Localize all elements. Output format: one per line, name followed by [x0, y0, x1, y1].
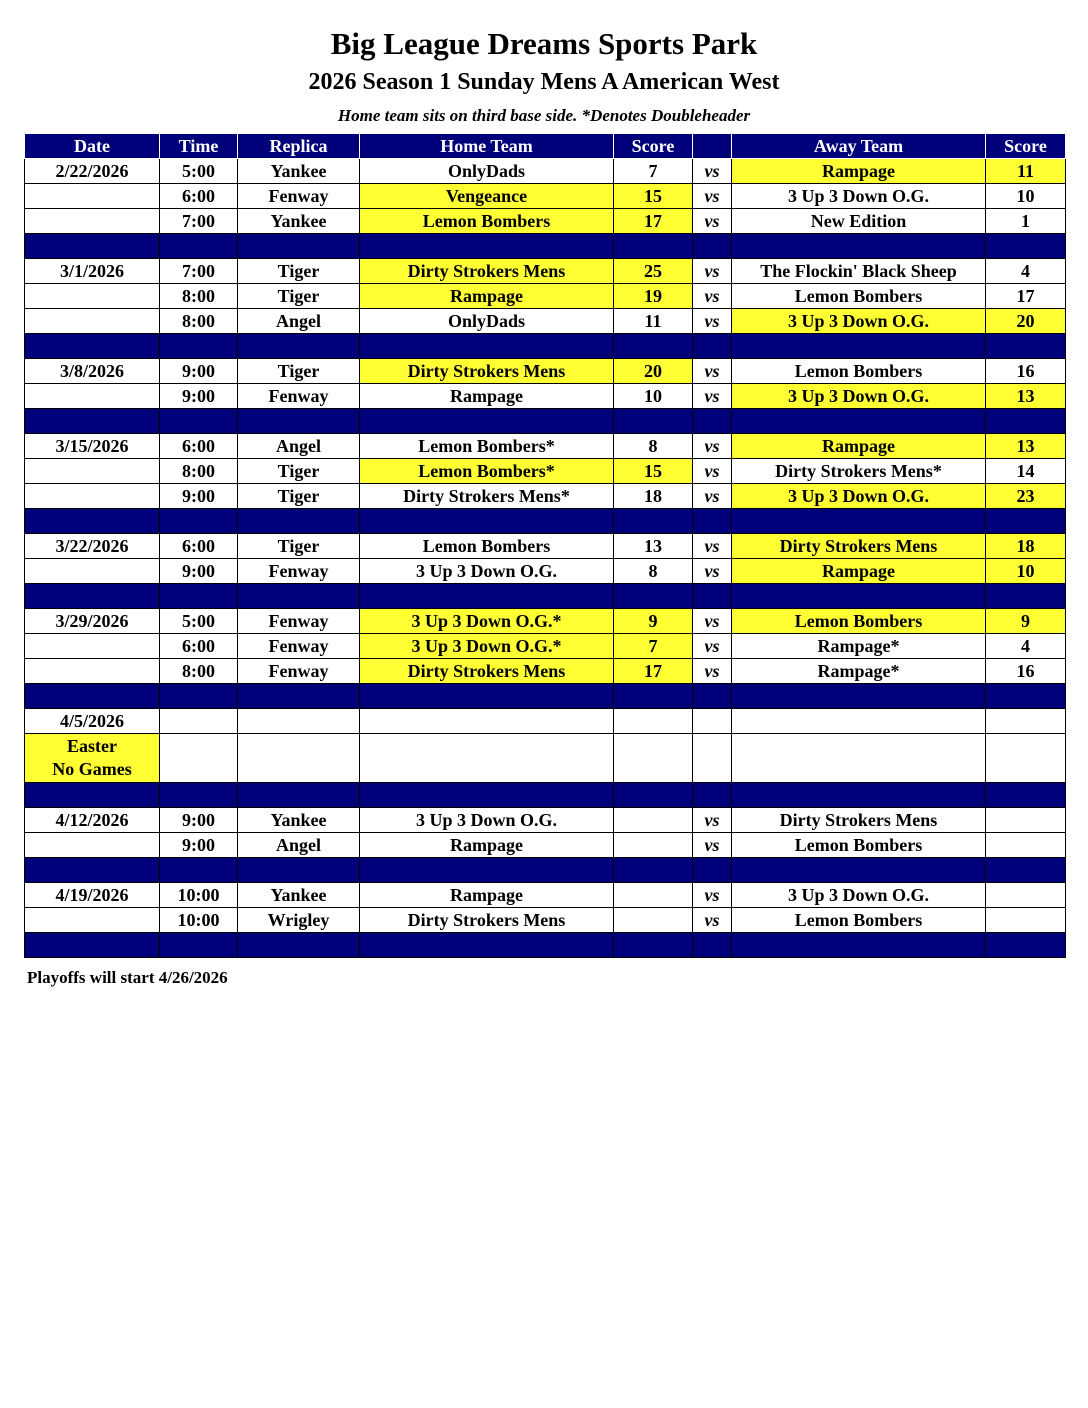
cell-date: 2/22/2026 — [25, 159, 160, 184]
cell-away-team: 3 Up 3 Down O.G. — [732, 484, 986, 509]
separator-cell — [986, 234, 1066, 259]
cell-time: 7:00 — [160, 209, 238, 234]
cell-vs: vs — [693, 209, 732, 234]
cell-home-score: 7 — [614, 159, 693, 184]
cell-vs: vs — [693, 259, 732, 284]
cell-date — [25, 184, 160, 209]
separator-cell — [360, 783, 614, 808]
easter-no-games-cell — [25, 734, 160, 783]
cell-away-team — [732, 709, 986, 734]
cell-home-score: 15 — [614, 184, 693, 209]
game-row — [25, 459, 1066, 484]
cell-time: 9:00 — [160, 833, 238, 858]
separator-cell — [693, 933, 732, 958]
week-separator-row — [25, 509, 1066, 534]
col-header-away-score: Score — [986, 134, 1066, 159]
cell-date — [25, 284, 160, 309]
cell-away-score: 10 — [986, 184, 1066, 209]
cell-date — [25, 659, 160, 684]
cell-away-score: 16 — [986, 659, 1066, 684]
separator-cell — [732, 783, 986, 808]
cell-home-score: 25 — [614, 259, 693, 284]
cell-home-team: Dirty Strokers Mens* — [360, 484, 614, 509]
separator-cell — [986, 684, 1066, 709]
game-row — [25, 159, 1066, 184]
separator-cell — [732, 409, 986, 434]
cell-away-team: The Flockin' Black Sheep — [732, 259, 986, 284]
cell-away-team: Lemon Bombers — [732, 284, 986, 309]
game-row — [25, 659, 1066, 684]
cell-vs: vs — [693, 184, 732, 209]
week-separator-row — [25, 234, 1066, 259]
separator-cell — [614, 234, 693, 259]
cell-home-team: Rampage — [360, 883, 614, 908]
cell-replica: Tiger — [238, 359, 360, 384]
separator-cell — [160, 684, 238, 709]
cell-home-score: 11 — [614, 309, 693, 334]
cell-time: 5:00 — [160, 159, 238, 184]
cell-away-score: 17 — [986, 284, 1066, 309]
cell-vs: vs — [693, 833, 732, 858]
game-row — [25, 634, 1066, 659]
cell-away-team: New Edition — [732, 209, 986, 234]
cell-away-score — [986, 833, 1066, 858]
cell-date — [25, 384, 160, 409]
cell-replica: Yankee — [238, 209, 360, 234]
cell-home-score: 9 — [614, 609, 693, 634]
cell-replica: Yankee — [238, 159, 360, 184]
no-games-label: No Games — [52, 759, 132, 779]
game-row — [25, 184, 1066, 209]
separator-cell — [238, 334, 360, 359]
separator-cell — [25, 783, 160, 808]
cell-replica: Yankee — [238, 808, 360, 833]
cell-time: 9:00 — [160, 384, 238, 409]
cell-home-score: 15 — [614, 459, 693, 484]
cell-home-score — [614, 808, 693, 833]
cell-home-team: Dirty Strokers Mens — [360, 359, 614, 384]
game-row — [25, 883, 1066, 908]
cell-replica: Fenway — [238, 609, 360, 634]
separator-cell — [693, 584, 732, 609]
cell-home-team: Dirty Strokers Mens — [360, 659, 614, 684]
col-header-replica: Replica — [238, 134, 360, 159]
cell-replica: Fenway — [238, 384, 360, 409]
cell-date — [25, 634, 160, 659]
cell-away-team: 3 Up 3 Down O.G. — [732, 883, 986, 908]
cell-time: 9:00 — [160, 559, 238, 584]
cell-away-score: 18 — [986, 534, 1066, 559]
cell-home-score: 19 — [614, 284, 693, 309]
separator-cell — [732, 684, 986, 709]
cell-replica: Fenway — [238, 659, 360, 684]
cell-home-score: 8 — [614, 559, 693, 584]
cell-home-team: Dirty Strokers Mens — [360, 259, 614, 284]
cell-home-score: 7 — [614, 634, 693, 659]
cell-away-team: Rampage — [732, 159, 986, 184]
cell-vs: vs — [693, 659, 732, 684]
cell-away-team: 3 Up 3 Down O.G. — [732, 184, 986, 209]
cell-date — [25, 484, 160, 509]
cell-home-team: Vengeance — [360, 184, 614, 209]
empty-cell — [986, 734, 1066, 783]
empty-cell — [693, 734, 732, 783]
cell-time: 6:00 — [160, 184, 238, 209]
cell-vs: vs — [693, 159, 732, 184]
cell-home-score: 20 — [614, 359, 693, 384]
cell-away-score: 23 — [986, 484, 1066, 509]
week-separator-row — [25, 933, 1066, 958]
cell-home-team: 3 Up 3 Down O.G. — [360, 559, 614, 584]
separator-cell — [614, 933, 693, 958]
separator-cell — [986, 584, 1066, 609]
separator-cell — [693, 334, 732, 359]
game-row — [25, 434, 1066, 459]
cell-vs: vs — [693, 634, 732, 659]
cell-away-score — [986, 709, 1066, 734]
cell-home-team: Rampage — [360, 384, 614, 409]
separator-cell — [160, 783, 238, 808]
cell-vs: vs — [693, 484, 732, 509]
cell-home-score — [614, 908, 693, 933]
cell-date: 3/1/2026 — [25, 259, 160, 284]
cell-home-team: Lemon Bombers — [360, 534, 614, 559]
cell-replica: Wrigley — [238, 908, 360, 933]
cell-home-team: Dirty Strokers Mens — [360, 908, 614, 933]
cell-replica: Tiger — [238, 534, 360, 559]
cell-home-score: 13 — [614, 534, 693, 559]
separator-cell — [160, 334, 238, 359]
schedule-table — [24, 133, 1066, 958]
separator-cell — [614, 684, 693, 709]
cell-away-team: Lemon Bombers — [732, 833, 986, 858]
cell-home-score — [614, 883, 693, 908]
cell-vs: vs — [693, 384, 732, 409]
cell-home-score: 17 — [614, 209, 693, 234]
cell-date — [25, 459, 160, 484]
cell-away-score: 16 — [986, 359, 1066, 384]
cell-date: 3/22/2026 — [25, 534, 160, 559]
separator-cell — [732, 858, 986, 883]
separator-cell — [732, 584, 986, 609]
separator-cell — [25, 584, 160, 609]
separator-cell — [238, 684, 360, 709]
week-separator-row — [25, 334, 1066, 359]
cell-away-team: Lemon Bombers — [732, 359, 986, 384]
game-row — [25, 908, 1066, 933]
separator-cell — [160, 933, 238, 958]
cell-away-team: Rampage — [732, 559, 986, 584]
col-header-away-team: Away Team — [732, 134, 986, 159]
separator-cell — [160, 584, 238, 609]
cell-replica — [238, 709, 360, 734]
cell-time: 9:00 — [160, 484, 238, 509]
separator-cell — [614, 509, 693, 534]
separator-cell — [238, 409, 360, 434]
cell-away-score — [986, 883, 1066, 908]
cell-away-team: Rampage* — [732, 634, 986, 659]
cell-vs: vs — [693, 559, 732, 584]
cell-home-team: Lemon Bombers* — [360, 434, 614, 459]
game-row — [25, 209, 1066, 234]
separator-cell — [693, 858, 732, 883]
cell-replica: Tiger — [238, 459, 360, 484]
cell-away-score — [986, 908, 1066, 933]
cell-home-team: OnlyDads — [360, 159, 614, 184]
separator-cell — [238, 933, 360, 958]
cell-time: 6:00 — [160, 634, 238, 659]
separator-cell — [360, 234, 614, 259]
empty-cell — [360, 734, 614, 783]
separator-cell — [360, 409, 614, 434]
cell-away-score: 9 — [986, 609, 1066, 634]
cell-away-team: Dirty Strokers Mens* — [732, 459, 986, 484]
cell-away-team: Lemon Bombers — [732, 908, 986, 933]
cell-time — [160, 709, 238, 734]
cell-vs: vs — [693, 883, 732, 908]
cell-home-score: 8 — [614, 434, 693, 459]
cell-home-team: OnlyDads — [360, 309, 614, 334]
cell-replica: Tiger — [238, 484, 360, 509]
cell-time: 5:00 — [160, 609, 238, 634]
cell-vs: vs — [693, 534, 732, 559]
separator-cell — [160, 234, 238, 259]
cell-away-score: 20 — [986, 309, 1066, 334]
cell-vs: vs — [693, 309, 732, 334]
game-row — [25, 534, 1066, 559]
playoffs-note: Playoffs will start 4/26/2026 — [27, 968, 228, 987]
cell-away-team: 3 Up 3 Down O.G. — [732, 384, 986, 409]
cell-home-score: 10 — [614, 384, 693, 409]
cell-date: 4/5/2026 — [25, 709, 160, 734]
separator-cell — [986, 858, 1066, 883]
game-row — [25, 359, 1066, 384]
cell-time: 8:00 — [160, 459, 238, 484]
separator-cell — [693, 234, 732, 259]
cell-date — [25, 309, 160, 334]
cell-away-team: Rampage — [732, 434, 986, 459]
page-subtitle: 2026 Season 1 Sunday Mens A American West — [308, 69, 780, 95]
cell-time: 8:00 — [160, 659, 238, 684]
game-row — [25, 559, 1066, 584]
table-header-row — [25, 134, 1066, 159]
cell-replica: Tiger — [238, 259, 360, 284]
week-separator-row — [25, 858, 1066, 883]
game-row — [25, 609, 1066, 634]
cell-time: 8:00 — [160, 284, 238, 309]
cell-away-score — [986, 808, 1066, 833]
separator-cell — [25, 234, 160, 259]
cell-date: 4/12/2026 — [25, 808, 160, 833]
cell-away-score: 13 — [986, 434, 1066, 459]
cell-home-score — [614, 833, 693, 858]
cell-away-score: 10 — [986, 559, 1066, 584]
separator-cell — [986, 334, 1066, 359]
cell-time: 6:00 — [160, 534, 238, 559]
separator-cell — [614, 334, 693, 359]
easter-label: Easter — [67, 736, 117, 756]
separator-cell — [732, 334, 986, 359]
separator-cell — [986, 509, 1066, 534]
game-row — [25, 833, 1066, 858]
cell-home-team: Rampage — [360, 284, 614, 309]
cell-vs: vs — [693, 434, 732, 459]
col-header-home-score: Score — [614, 134, 693, 159]
game-row — [25, 309, 1066, 334]
cell-home-score: 17 — [614, 659, 693, 684]
page-title: Big League Dreams Sports Park — [330, 26, 758, 61]
cell-date: 4/19/2026 — [25, 883, 160, 908]
cell-time: 6:00 — [160, 434, 238, 459]
cell-home-team: Lemon Bombers — [360, 209, 614, 234]
cell-replica: Angel — [238, 309, 360, 334]
cell-away-score: 1 — [986, 209, 1066, 234]
cell-away-team: Dirty Strokers Mens — [732, 534, 986, 559]
separator-cell — [360, 858, 614, 883]
separator-cell — [25, 509, 160, 534]
cell-vs: vs — [693, 908, 732, 933]
empty-cell — [238, 734, 360, 783]
cell-home-score — [614, 709, 693, 734]
separator-cell — [986, 783, 1066, 808]
separator-cell — [360, 684, 614, 709]
cell-date — [25, 559, 160, 584]
cell-time: 9:00 — [160, 359, 238, 384]
cell-home-team — [360, 709, 614, 734]
separator-cell — [693, 409, 732, 434]
separator-cell — [732, 234, 986, 259]
cell-away-team: Rampage* — [732, 659, 986, 684]
week-separator-row — [25, 584, 1066, 609]
separator-cell — [25, 684, 160, 709]
cell-home-team: Lemon Bombers* — [360, 459, 614, 484]
cell-replica: Angel — [238, 434, 360, 459]
cell-replica: Tiger — [238, 284, 360, 309]
col-header-home-team: Home Team — [360, 134, 614, 159]
game-row — [25, 808, 1066, 833]
cell-replica: Fenway — [238, 184, 360, 209]
cell-replica: Yankee — [238, 883, 360, 908]
cell-time: 7:00 — [160, 259, 238, 284]
separator-cell — [160, 509, 238, 534]
week-separator-row — [25, 684, 1066, 709]
separator-cell — [614, 584, 693, 609]
cell-away-score: 11 — [986, 159, 1066, 184]
separator-cell — [693, 783, 732, 808]
cell-vs: vs — [693, 609, 732, 634]
cell-vs: vs — [693, 359, 732, 384]
separator-cell — [360, 933, 614, 958]
separator-cell — [614, 783, 693, 808]
cell-away-score: 14 — [986, 459, 1066, 484]
col-header-time: Time — [160, 134, 238, 159]
cell-away-score: 4 — [986, 259, 1066, 284]
separator-cell — [732, 933, 986, 958]
separator-cell — [160, 409, 238, 434]
empty-cell — [614, 734, 693, 783]
separator-cell — [360, 334, 614, 359]
separator-cell — [25, 409, 160, 434]
cell-away-score: 4 — [986, 634, 1066, 659]
cell-away-team: Dirty Strokers Mens — [732, 808, 986, 833]
cell-home-team: 3 Up 3 Down O.G.* — [360, 609, 614, 634]
separator-cell — [25, 858, 160, 883]
schedule-body — [25, 159, 1066, 958]
cell-date — [25, 833, 160, 858]
separator-cell — [732, 509, 986, 534]
cell-home-team: 3 Up 3 Down O.G.* — [360, 634, 614, 659]
cell-time: 10:00 — [160, 883, 238, 908]
separator-cell — [238, 584, 360, 609]
separator-cell — [614, 409, 693, 434]
cell-replica: Angel — [238, 833, 360, 858]
cell-away-team: 3 Up 3 Down O.G. — [732, 309, 986, 334]
game-row — [25, 484, 1066, 509]
col-header-vs — [693, 134, 732, 159]
game-row — [25, 384, 1066, 409]
cell-home-team: 3 Up 3 Down O.G. — [360, 808, 614, 833]
cell-date: 3/8/2026 — [25, 359, 160, 384]
cell-time: 9:00 — [160, 808, 238, 833]
game-row — [25, 284, 1066, 309]
separator-cell — [238, 509, 360, 534]
separator-cell — [238, 234, 360, 259]
col-header-date: Date — [25, 134, 160, 159]
cell-vs — [693, 709, 732, 734]
cell-date — [25, 908, 160, 933]
cell-vs: vs — [693, 284, 732, 309]
cell-home-team: Rampage — [360, 833, 614, 858]
cell-time: 10:00 — [160, 908, 238, 933]
empty-cell — [732, 734, 986, 783]
cell-away-team: Lemon Bombers — [732, 609, 986, 634]
easter-row — [25, 734, 1066, 783]
separator-cell — [614, 858, 693, 883]
separator-cell — [238, 858, 360, 883]
cell-replica: Fenway — [238, 634, 360, 659]
separator-cell — [160, 858, 238, 883]
separator-cell — [693, 509, 732, 534]
cell-date: 3/15/2026 — [25, 434, 160, 459]
cell-home-score: 18 — [614, 484, 693, 509]
schedule-note: Home team sits on third base side. *Denotes Doubleheader — [337, 106, 751, 125]
week-separator-row — [25, 783, 1066, 808]
game-row — [25, 259, 1066, 284]
cell-away-score: 13 — [986, 384, 1066, 409]
cell-date — [25, 209, 160, 234]
separator-cell — [360, 509, 614, 534]
week-separator-row — [25, 409, 1066, 434]
cell-date: 3/29/2026 — [25, 609, 160, 634]
game-row — [25, 709, 1066, 734]
cell-vs: vs — [693, 459, 732, 484]
cell-vs: vs — [693, 808, 732, 833]
cell-time: 8:00 — [160, 309, 238, 334]
separator-cell — [25, 334, 160, 359]
cell-replica: Fenway — [238, 559, 360, 584]
separator-cell — [693, 684, 732, 709]
separator-cell — [25, 933, 160, 958]
empty-cell — [160, 734, 238, 783]
separator-cell — [360, 584, 614, 609]
separator-cell — [986, 933, 1066, 958]
separator-cell — [238, 783, 360, 808]
separator-cell — [986, 409, 1066, 434]
